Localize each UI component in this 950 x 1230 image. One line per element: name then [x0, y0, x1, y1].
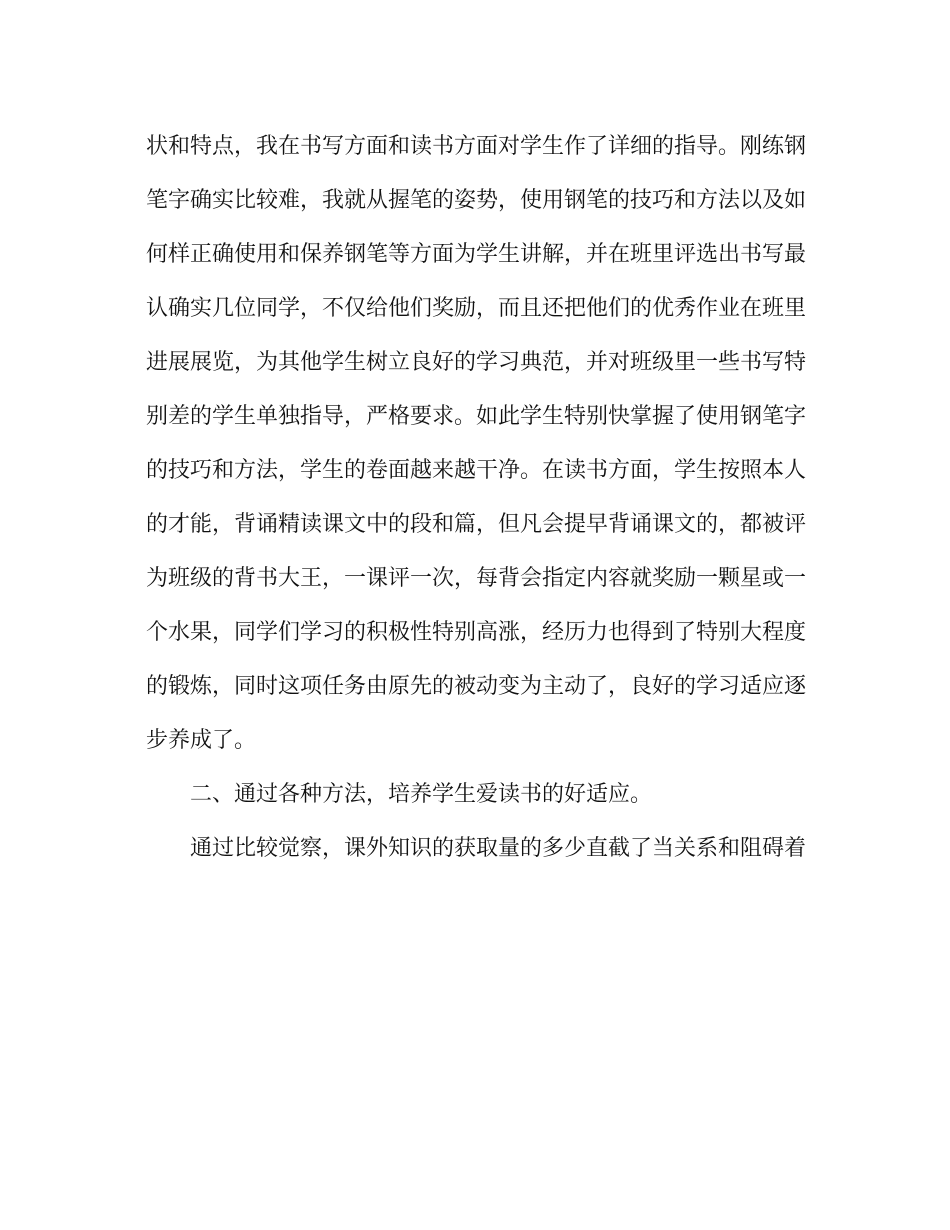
text-line: 步养成了。 [146, 728, 257, 753]
text-line: 别差的学生单独指导，严格要求。如此学生特别快掌握了使用钢笔字 [146, 404, 807, 429]
text-line: 笔字确实比较难，我就从握笔的姿势，使用钢笔的技巧和方法以及如 [146, 188, 807, 213]
text-line: 的技巧和方法，学生的卷面越来越干净。在读书方面，学生按照本人 [146, 458, 807, 483]
document-body [146, 120, 806, 876]
text-line: 何样正确使用和保养钢笔等方面为学生讲解，并在班里评选出书写最 [146, 242, 807, 267]
text-line: 的才能，背诵精读课文中的段和篇，但凡会提早背诵课文的，都被评 [146, 512, 807, 537]
text-line: 为班级的背书大王，一课评一次，每背会指定内容就奖励一颗星或一 [146, 566, 807, 591]
paragraph-start-line: 通过比较觉察，课外知识的获取量的多少直截了当关系和阻碍着 [190, 836, 807, 861]
text-line: 的锻炼，同时这项任务由原先的被动变为主动了，良好的学习适应逐 [146, 674, 807, 699]
section-heading: 二、通过各种方法，培养学生爱读书的好适应。 [190, 782, 653, 807]
text-line: 状和特点，我在书写方面和读书方面对学生作了详细的指导。刚练钢 [146, 134, 807, 159]
text-line: 个水果，同学们学习的积极性特别高涨，经历力也得到了特别大程度 [146, 620, 807, 645]
text-line: 进展展览，为其他学生树立良好的学习典范，并对班级里一些书写特 [146, 350, 807, 375]
text-line: 认确实几位同学，不仅给他们奖励，而且还把他们的优秀作业在班里 [146, 296, 807, 321]
